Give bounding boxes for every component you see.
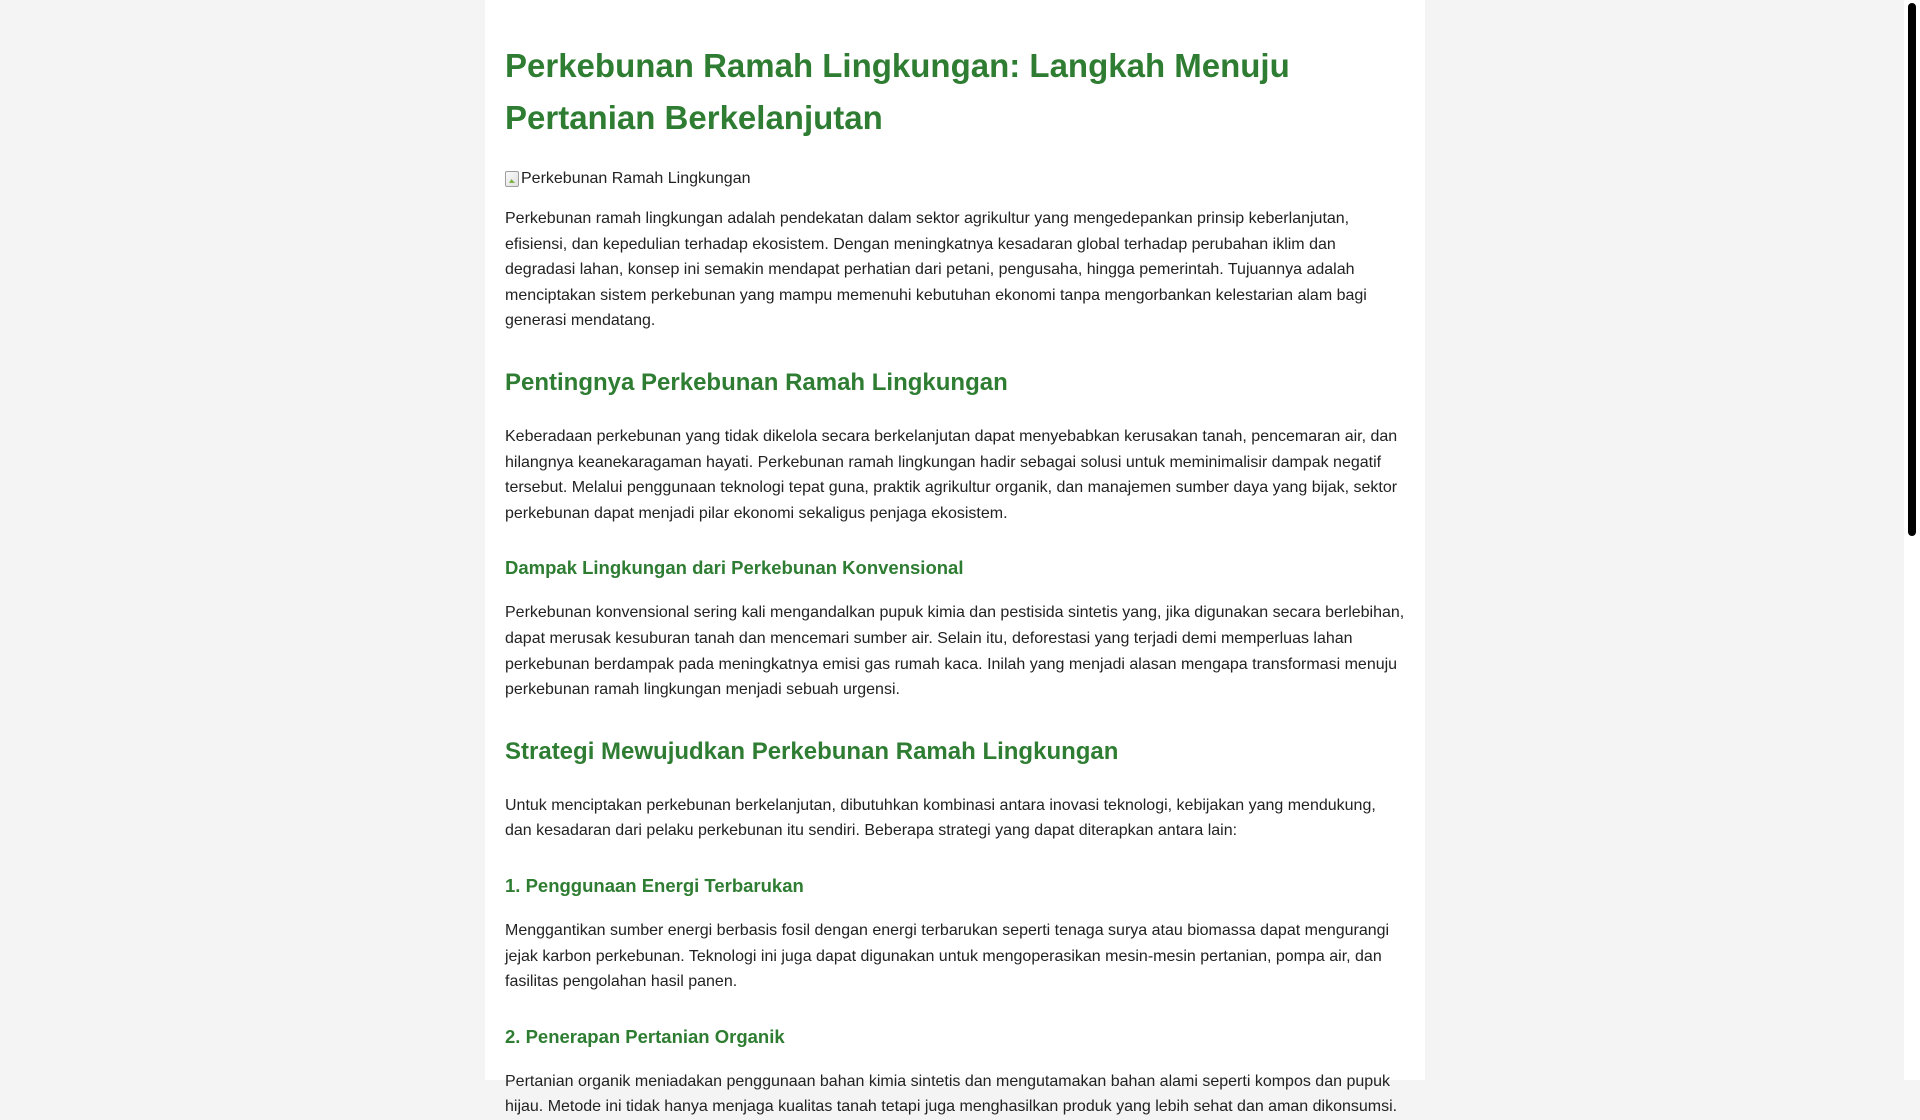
vertical-scrollbar[interactable] <box>1904 0 1920 1080</box>
strategy-heading-renewable-energy: 1. Penggunaan Energi Terbarukan <box>505 874 804 896</box>
strategy-heading-organic-farming: 2. Penerapan Pertanian Organik <box>505 1025 785 1047</box>
subsection-heading-impact: Dampak Lingkungan dari Perkebunan Konvensional <box>505 557 964 579</box>
broken-image-icon <box>505 171 519 187</box>
section-heading-importance: Pentingnya Perkebunan Ramah Lingkungan <box>505 368 1008 396</box>
intro-paragraph: Perkebunan ramah lingkungan adalah pendekatan dalam sektor agrikultur yang mengedepankan prinsip keberlanjutan, efisiensi, dan kepedulian terhadap ekosistem. Dengan meningkatnya kesadaran global terhadap perubahan iklim dan degradasi lahan, konsep ini semakin mendapat perhatian dari petani, pengusaha, hingga pemerintah. Tujuannya adalah menciptakan sistem perkebunan yang mampu memenuhi kebutuhan ekonomi tanpa mengorbankan kelestarian alam bagi generasi mendatang. <box>505 210 1367 330</box>
section-paragraph-importance: Keberadaan perkebunan yang tidak dikelola secara berkelanjutan dapat menyebabkan kerusakan tanah, pencemaran air, dan hilangnya keanekaragaman hayati. Perkebunan ramah lingkungan hadir sebagai solusi untuk meminimalisir dampak negatif tersebut. Melalui penggunaan teknologi tepat guna, praktik agrikultur organik, dan manajemen sumber daya yang bijak, sektor perkebunan dapat menjadi pilar ekonomi sekaligus penjaga ekosistem. <box>505 427 1398 522</box>
hero-image-alt-text: Perkebunan Ramah Lingkungan <box>521 170 751 187</box>
hero-image <box>505 166 1405 192</box>
article-title: Perkebunan Ramah Lingkungan: Langkah Menuju Pertanian Berkelanjutan <box>505 47 1290 136</box>
section-heading-strategy: Strategi Mewujudkan Perkebunan Ramah Lingkungan <box>505 737 1119 765</box>
section-paragraph-strategy: Untuk menciptakan perkebunan berkelanjutan, dibutuhkan kombinasi antara inovasi teknologi, kebijakan yang mendukung, dan kesadaran dari pelaku perkebunan itu sendiri. Beberapa strategi yang dapat diterapkan antara lain: <box>505 796 1376 840</box>
article-container <box>485 0 1425 1116</box>
subsection-paragraph-impact: Perkebunan konvensional sering kali mengandalkan pupuk kimia dan pestisida sintetis yang, jika digunakan secara berlebihan, dapat merusak kesuburan tanah dan mencemari sumber air. Selain itu, deforestasi yang terjadi demi memperluas lahan perkebunan berdampak pada meningkatnya emisi gas rumah kaca. Inilah yang menjadi alasan mengapa transformasi menuju perkebunan ramah lingkungan menjadi sebuah urgensi. <box>505 604 1405 699</box>
scrollbar-thumb[interactable] <box>1908 3 1916 536</box>
strategy-paragraph-organic-farming: Pertanian organik meniadakan penggunaan bahan kimia sintetis dan mengutamakan bahan alami seperti kompos dan pupuk hijau. Metode ini tidak hanya menjaga kualitas tanah tetapi juga menghasilkan produk yang lebih sehat dan aman dikonsumsi. <box>505 1072 1398 1116</box>
strategy-paragraph-renewable-energy: Menggantikan sumber energi berbasis fosil dengan energi terbarukan seperti tenaga surya atau biomassa dapat mengurangi jejak karbon perkebunan. Teknologi ini juga dapat digunakan untuk mengoperasikan mesin-mesin pertanian, pompa air, dan fasilitas pengolahan hasil panen. <box>505 921 1390 991</box>
